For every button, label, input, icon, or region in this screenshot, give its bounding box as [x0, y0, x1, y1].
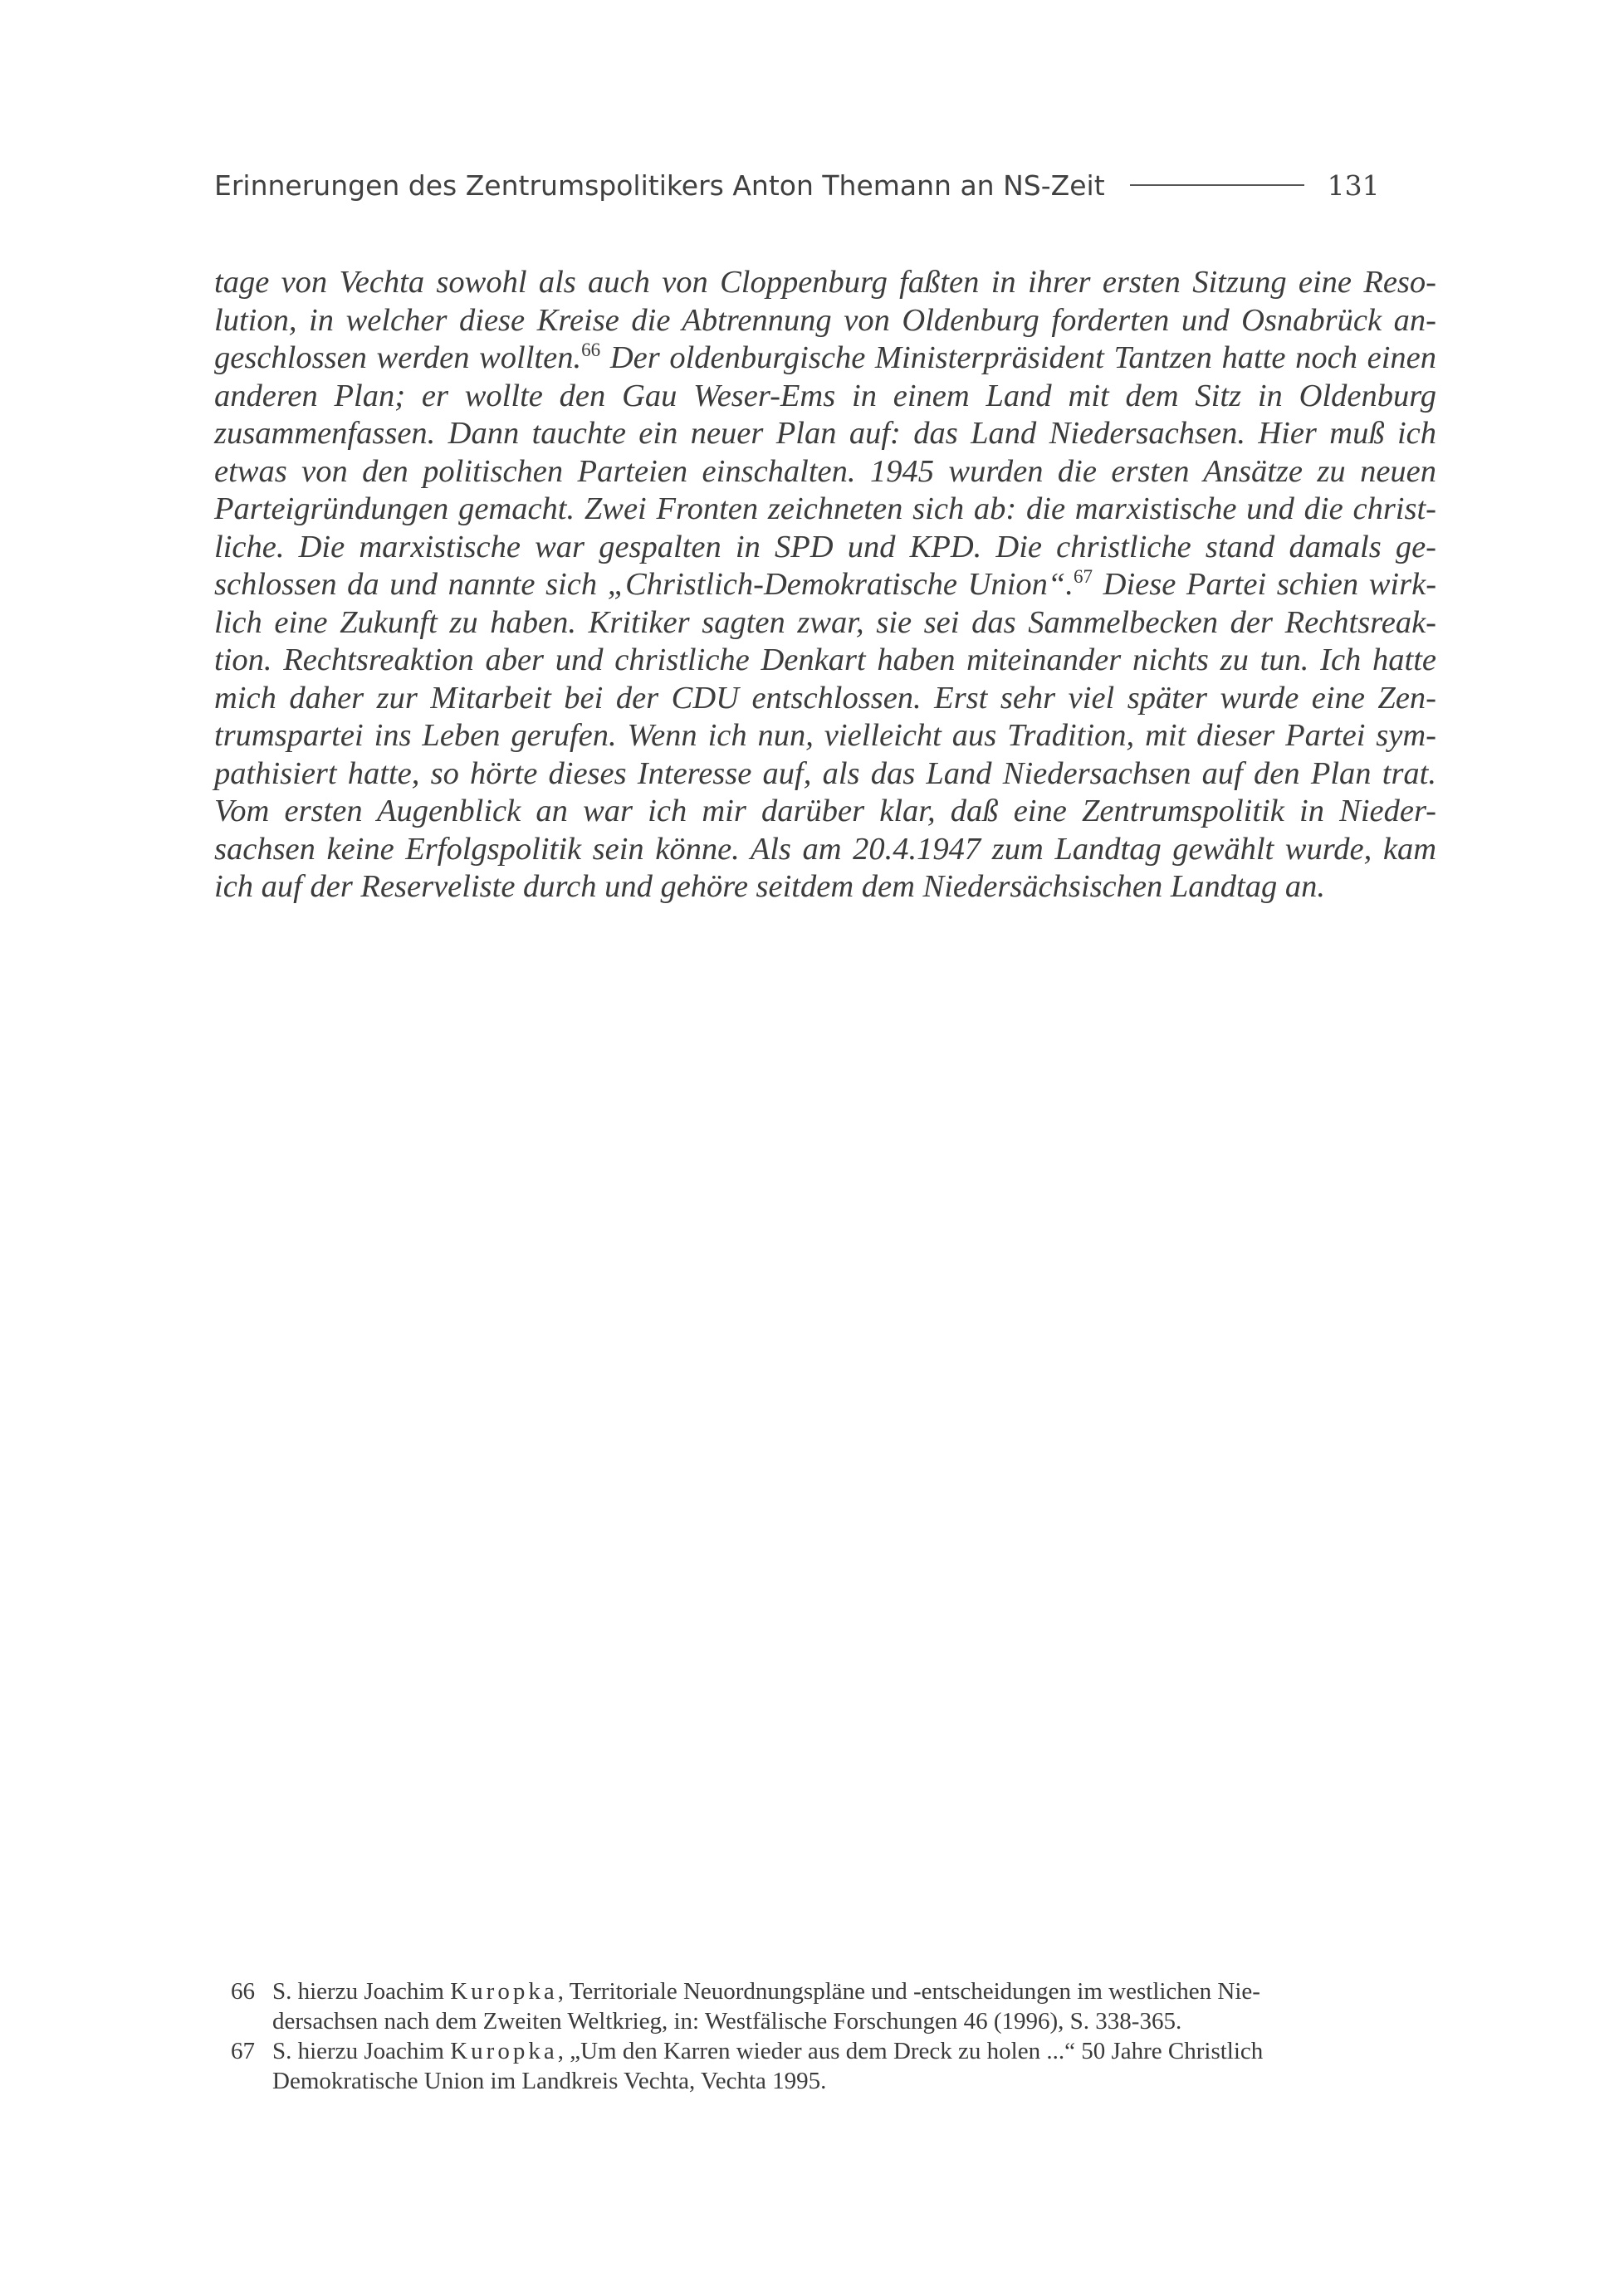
footnote-line [272, 2036, 1451, 2066]
body-line: zusammenfassen. Dann tauchte ein neuer Plan auf: das Land Niedersachsen. Hier muß ich [214, 416, 1436, 451]
body-line: ich auf der Reserveliste durch und gehöre seitdem dem Niedersächsischen Landtag an. [214, 869, 1325, 904]
body-line-segment: schlossen da und nannte sich „Christlich-Demokratische Union“. [214, 567, 1074, 602]
body-line [214, 566, 1436, 604]
body-line: etwas von den politischen Parteien einschalten. 1945 wurden die ersten Ansätze zu neuen [214, 453, 1436, 489]
body-line: lich eine Zukunft zu haben. Kritiker sagten zwar, sie sei das Sammelbecken der Rechtsreak- [214, 604, 1436, 640]
body-line-segment: geschlossen werden wollten. [214, 340, 582, 375]
body-line: anderen Plan; er wollte den Gau Weser-Ems in einem Land mit dem Sitz in Oldenburg [214, 378, 1436, 413]
footnote-author: Kuropka [450, 2038, 558, 2064]
footnote-line [272, 1976, 1451, 2006]
footnote-ref-67: 67 [1073, 565, 1093, 588]
body-line: lution, in welcher diese Kreise die Abtrennung von Oldenburg forderten und Osnabrück an- [214, 302, 1436, 338]
body-line: tage von Vechta sowohl als auch von Cloppenburg faßten in ihrer ersten Sitzung eine Reso- [214, 265, 1436, 300]
body-line: Vom ersten Augenblick an war ich mir darüber klar, daß eine Zentrumspolitik in Nieder- [214, 794, 1436, 828]
footnote-prefix: S. hierzu Joachim [272, 1978, 451, 2005]
body-line: sachsen keine Erfolgspolitik sein könne. Als am 20.4.1947 zum Landtag gewählt wurde, kam [214, 831, 1436, 867]
body-line: liche. Die marxistische war gespalten in SPD und KPD. Die christliche stand damals ge- [214, 529, 1436, 564]
footnote-number: 66 [231, 1978, 255, 2005]
running-header [214, 162, 1443, 208]
footnote-ref-66: 66 [581, 339, 601, 361]
footnote-rest: , „Um den Karren wieder aus dem Dreck zu holen ...“ 50 Jahre Christlich [557, 2038, 1264, 2064]
body-line: trumspartei ins Leben gerufen. Wenn ich nun, vielleicht aus Tradition, mit dieser Partei sym- [214, 718, 1436, 753]
footnote-author: Kuropka [450, 1978, 558, 2005]
body-line-segment: Diese Partei schien wirk- [1103, 567, 1437, 602]
body-line: mich daher zur Mitarbeit bei der CDU entschlossen. Erst sehr viel später wurde eine Zen- [214, 680, 1436, 716]
footnote-prefix: S. hierzu Joachim [272, 2038, 451, 2064]
footnote-number: 67 [231, 2038, 255, 2064]
page-number: 131 [1327, 169, 1380, 202]
footnote-text [272, 2036, 1451, 2096]
body-line [214, 340, 1436, 378]
header-rule [1130, 184, 1304, 186]
footnote-rest: , Territoriale Neuordnungspläne und -entscheidungen im westlichen Nie- [557, 1978, 1260, 2005]
footnote-67 [231, 2036, 1451, 2096]
body-line: tion. Rechtsreaktion aber und christliche Denkart haben miteinander nichts zu tun. Ich hatte [214, 642, 1436, 677]
body-text [214, 264, 1436, 906]
footnote-text [272, 1976, 1451, 2036]
footnote-line: Demokratische Union im Landkreis Vechta, Vechta 1995. [272, 2068, 827, 2094]
running-title: Erinnerungen des Zentrumspolitikers Anton Themann an NS-Zeit [214, 169, 1105, 202]
footnote-66 [231, 1976, 1451, 2036]
footnote-line: dersachsen nach dem Zweiten Weltkrieg, in: Westfälische Forschungen 46 (1996), S. 338-365. [272, 2008, 1182, 2035]
body-line: pathisiert hatte, so hörte dieses Interesse auf, als das Land Niedersachsen auf den Plan trat. [214, 755, 1436, 791]
body-line-segment: Der oldenburgische Ministerpräsident Tantzen hatte noch einen [609, 340, 1436, 375]
footnotes [231, 1976, 1451, 2096]
body-line: Parteigründungen gemacht. Zwei Fronten zeichneten sich ab: die marxistische und die christ- [214, 491, 1436, 526]
